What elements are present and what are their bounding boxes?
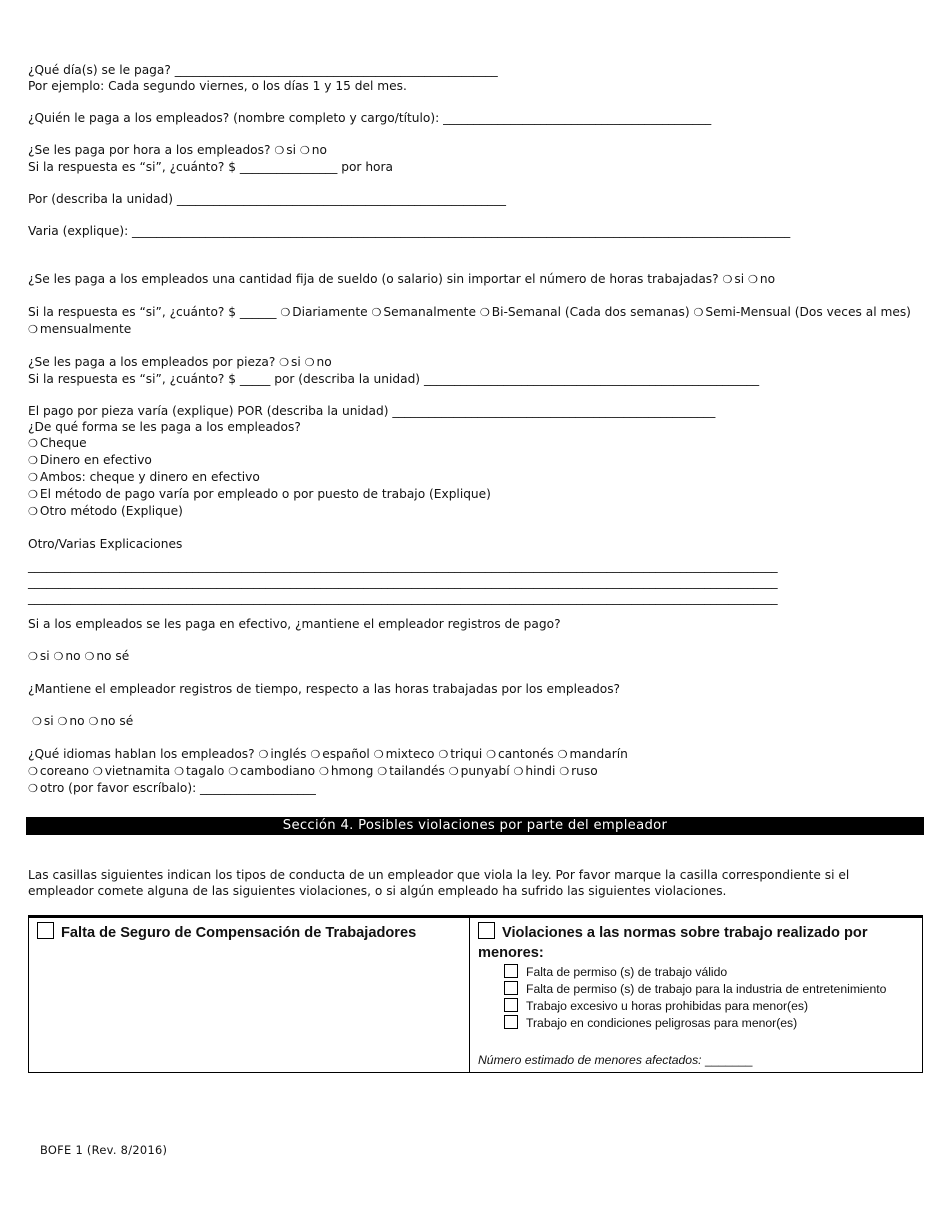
child-labor-subitem: Trabajo en condiciones peligrosas para menor(es) bbox=[504, 1015, 914, 1032]
lang-hmong-radio[interactable]: ❍ hmong bbox=[319, 764, 373, 778]
time-records-si-radio[interactable]: ❍ si bbox=[32, 714, 54, 728]
cash-records-no-radio[interactable]: ❍ no bbox=[54, 649, 81, 663]
minors-estimate-label: Número estimado de menores afectados: bbox=[478, 1053, 702, 1067]
lang-vietnamese-radio[interactable]: ❍ vietnamita bbox=[93, 764, 170, 778]
pay-form-question: ¿De qué forma se les paga a los empleados? bbox=[28, 420, 301, 434]
fixed-amount: Si la respuesta es “si”, ¿cuánto? $ ______ bbox=[28, 305, 277, 319]
piece-no-radio[interactable]: ❍ no bbox=[305, 355, 332, 369]
lang-spanish-radio[interactable]: ❍ español bbox=[310, 747, 370, 761]
pay-day-question: ¿Qué día(s) se le paga? _____________________________________________________ bbox=[28, 63, 498, 77]
hourly-question: ¿Se les paga por hora a los empleados? bbox=[28, 143, 271, 157]
explanation-line[interactable]: ___________________________________________________________________________________________________________________________ bbox=[28, 591, 778, 605]
piece-amount: Si la respuesta es “si”, ¿cuánto? $ _____ por (describa la unidad) _______________________________________________________ bbox=[28, 372, 760, 386]
time-records-question: ¿Mantiene el empleador registros de tiempo, respecto a las horas trabajadas por los empleados? bbox=[28, 682, 621, 696]
hourly-question-row bbox=[28, 142, 923, 159]
lang-punjabi-radio[interactable]: ❍ punyabí bbox=[449, 764, 510, 778]
time-records-no-radio[interactable]: ❍ no bbox=[58, 714, 85, 728]
piece-question: ¿Se les paga a los empleados por pieza? bbox=[28, 355, 276, 369]
freq-monthly-radio[interactable]: ❍ mensualmente bbox=[28, 322, 131, 336]
workers-comp-cell bbox=[29, 918, 470, 1072]
languages-row-1 bbox=[28, 746, 923, 763]
lang-triqui-radio[interactable]: ❍ triqui bbox=[438, 747, 482, 761]
languages-row-2 bbox=[28, 763, 923, 780]
who-pays-question: ¿Quién le paga a los empleados? (nombre completo y cargo/título): ____________________________________________ bbox=[28, 111, 712, 125]
form-varies-radio[interactable]: ❍ El método de pago varía por empleado o por puesto de trabajo (Explique) bbox=[28, 486, 923, 503]
child-labor-subitem: Falta de permiso (s) de trabajo válido bbox=[504, 964, 914, 981]
child-labor-subitem: Falta de permiso (s) de trabajo para la industria de entretenimiento bbox=[504, 981, 914, 998]
form-other-radio[interactable]: ❍ Otro método (Explique) bbox=[28, 503, 923, 520]
hourly-amount: Si la respuesta es “si”, ¿cuánto? $ ________________ por hora bbox=[28, 160, 393, 174]
subitem-checkbox[interactable] bbox=[504, 1015, 518, 1029]
form-id: BOFE 1 (Rev. 8/2016) bbox=[40, 1143, 168, 1157]
form-both-radio[interactable]: ❍ Ambos: cheque y dinero en efectivo bbox=[28, 469, 923, 486]
lang-thai-radio[interactable]: ❍ tailandés bbox=[377, 764, 445, 778]
fixed-salary-row bbox=[28, 271, 923, 288]
lang-mandarin-radio[interactable]: ❍ mandarín bbox=[558, 747, 628, 761]
explanation-line[interactable]: ___________________________________________________________________________________________________________________________ bbox=[28, 575, 778, 589]
child-labor-subitems bbox=[504, 964, 914, 1032]
hourly-no-radio[interactable]: ❍ no bbox=[300, 143, 327, 157]
minors-estimate-field[interactable]: _______ bbox=[704, 1053, 753, 1067]
lang-cambodian-radio[interactable]: ❍ cambodiano bbox=[228, 764, 315, 778]
freq-weekly-radio[interactable]: ❍ Semanalmente bbox=[372, 305, 476, 319]
lang-cantonese-radio[interactable]: ❍ cantonés bbox=[486, 747, 554, 761]
time-records-nose-radio[interactable]: ❍ no sé bbox=[88, 714, 133, 728]
piece-varies: El pago por pieza varía (explique) POR (describa la unidad) _____________________________________________________ bbox=[28, 404, 716, 418]
languages-question: ¿Qué idiomas hablan los empleados? bbox=[28, 747, 255, 761]
fixed-no-radio[interactable]: ❍ no bbox=[748, 272, 775, 286]
section-4-header: Sección 4. Posibles violaciones por parte del empleador bbox=[26, 817, 924, 835]
lang-korean-radio[interactable]: ❍ coreano bbox=[28, 764, 89, 778]
piece-question-row bbox=[28, 354, 923, 371]
varies-field: Varia (explique): ____________________________________________________________________________________________________________ bbox=[28, 224, 791, 238]
workers-comp-checkbox[interactable] bbox=[37, 922, 54, 939]
form-check-radio[interactable]: ❍ Cheque bbox=[28, 435, 923, 452]
lang-mixteco-radio[interactable]: ❍ mixteco bbox=[374, 747, 435, 761]
per-unit-field: Por (describa la unidad) ______________________________________________________ bbox=[28, 192, 506, 206]
lang-russian-radio[interactable]: ❍ ruso bbox=[559, 764, 597, 778]
lang-english-radio[interactable]: ❍ inglés bbox=[258, 747, 306, 761]
explanation-line[interactable]: ___________________________________________________________________________________________________________________________ bbox=[28, 559, 778, 573]
fixed-si-radio[interactable]: ❍ si bbox=[722, 272, 744, 286]
child-labor-subitem: Trabajo excesivo u horas prohibidas para menor(es) bbox=[504, 998, 914, 1015]
cash-records-si-radio[interactable]: ❍ si bbox=[28, 649, 50, 663]
minors-estimate bbox=[478, 1053, 752, 1067]
cash-records-nose-radio[interactable]: ❍ no sé bbox=[84, 649, 129, 663]
subitem-checkbox[interactable] bbox=[504, 964, 518, 978]
piece-si-radio[interactable]: ❍ si bbox=[279, 355, 301, 369]
form-cash-radio[interactable]: ❍ Dinero en efectivo bbox=[28, 452, 923, 469]
other-explanations-label: Otro/Varias Explicaciones bbox=[28, 537, 183, 551]
section-4-intro: Las casillas siguientes indican los tipos de conducta de un empleador que viola la ley. Por favor marque la casilla correspondiente si el empleador comete alguna de las siguientes violaciones, o si algún empleado ha sufrido las siguientes violaciones. bbox=[28, 868, 850, 898]
child-labor-label: Violaciones a las normas sobre trabajo realizado por menores: bbox=[478, 925, 868, 961]
languages-row-3 bbox=[28, 780, 923, 797]
fixed-salary-question: ¿Se les paga a los empleados una cantidad fija de sueldo (o salario) sin importar el número de horas trabajadas? bbox=[28, 272, 719, 286]
lang-other-radio[interactable]: ❍ otro (por favor escríbalo): ___________________ bbox=[28, 781, 316, 795]
violations-table bbox=[28, 915, 923, 1073]
lang-tagalog-radio[interactable]: ❍ tagalo bbox=[174, 764, 224, 778]
subitem-checkbox[interactable] bbox=[504, 981, 518, 995]
cash-records-options bbox=[28, 648, 923, 665]
payment-questions bbox=[28, 62, 923, 797]
workers-comp-label: Falta de Seguro de Compensación de Trabajadores bbox=[61, 925, 417, 941]
pay-day-example: Por ejemplo: Cada segundo viernes, o los días 1 y 15 del mes. bbox=[28, 79, 407, 93]
child-labor-cell bbox=[470, 918, 922, 1072]
freq-semimonthly-radio[interactable]: ❍ Semi-Mensual (Dos veces al mes) bbox=[693, 305, 910, 319]
freq-biweekly-radio[interactable]: ❍ Bi-Semanal (Cada dos semanas) bbox=[480, 305, 690, 319]
lang-hindi-radio[interactable]: ❍ hindi bbox=[514, 764, 556, 778]
freq-daily-radio[interactable]: ❍ Diariamente bbox=[280, 305, 367, 319]
fixed-amount-row bbox=[28, 304, 923, 338]
child-labor-checkbox[interactable] bbox=[478, 922, 495, 939]
hourly-si-radio[interactable]: ❍ si bbox=[274, 143, 296, 157]
cash-records-question: Si a los empleados se les paga en efectivo, ¿mantiene el empleador registros de pago? bbox=[28, 617, 561, 631]
subitem-checkbox[interactable] bbox=[504, 998, 518, 1012]
time-records-options bbox=[28, 713, 923, 730]
